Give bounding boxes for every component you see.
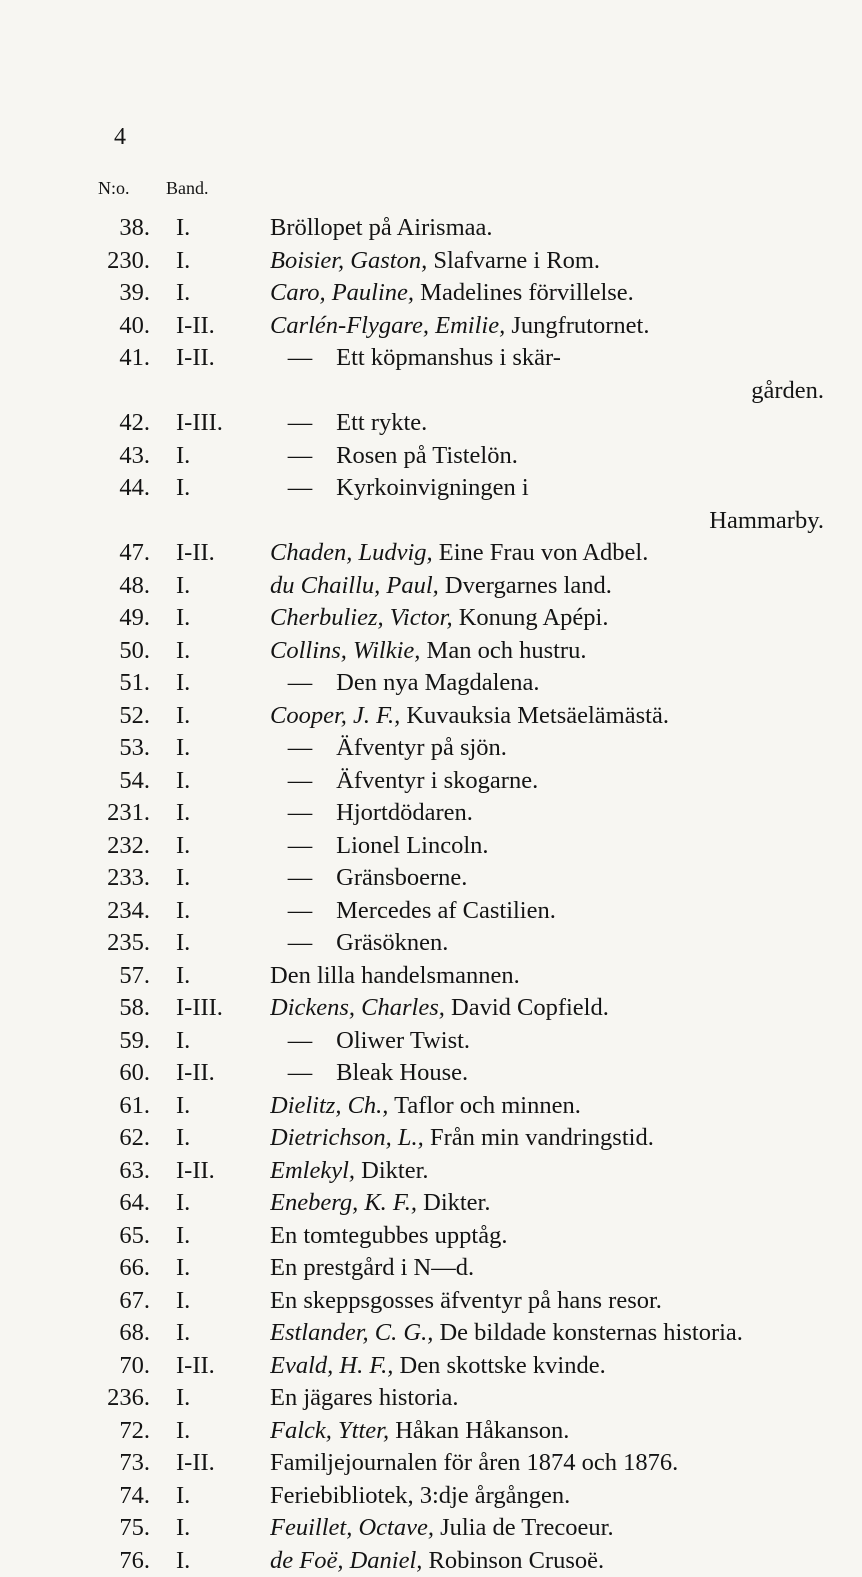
entry-text [270, 1512, 844, 1545]
entry-band: I. [176, 570, 262, 603]
entry-band: I. [176, 1382, 262, 1415]
catalog-entry [0, 1317, 862, 1350]
entry-text [270, 245, 844, 278]
entry-number: 236. [107, 1382, 150, 1415]
entry-title: Äfventyr i skogarne. [336, 767, 538, 794]
catalog-entry [0, 927, 862, 960]
catalog-entry [0, 1090, 862, 1123]
entry-number: 54. [119, 765, 150, 798]
entry-number: 47. [119, 537, 150, 570]
entry-title: Hammarby. [709, 507, 824, 534]
entry-number: 230. [107, 245, 150, 278]
entry-band: I. [176, 277, 262, 310]
catalog-entry [0, 667, 862, 700]
catalog-entry [0, 537, 862, 570]
catalog-entry [0, 1480, 862, 1513]
entry-number: 41. [119, 342, 150, 375]
entry-band: I. [176, 895, 262, 928]
entry-title: Dikter. [361, 1157, 428, 1184]
entry-band: I. [176, 1025, 262, 1058]
entry-number: 39. [119, 277, 150, 310]
catalog-entry [0, 277, 862, 310]
entry-text [270, 1187, 844, 1220]
entry-text [270, 505, 844, 538]
entry-title: Den lilla handelsmannen. [270, 962, 520, 989]
entry-text [270, 570, 844, 603]
entry-title: Gräsöknen. [336, 929, 448, 956]
ditto-dash: — [270, 797, 330, 830]
entry-number: 61. [119, 1090, 150, 1123]
catalog-entry [0, 212, 862, 245]
entry-number: 59. [119, 1025, 150, 1058]
entry-number: 232. [107, 830, 150, 863]
ditto-dash: — [270, 1057, 330, 1090]
catalog-entry [0, 1447, 862, 1480]
entry-band: I. [176, 1545, 262, 1577]
catalog-entry [0, 862, 862, 895]
column-header-band: Band. [166, 178, 209, 199]
entry-band: I. [176, 1512, 262, 1545]
entry-band: I. [176, 440, 262, 473]
entry-band: I. [176, 1090, 262, 1123]
entry-text [270, 342, 844, 375]
entry-number: 64. [119, 1187, 150, 1220]
catalog-entry [0, 1382, 862, 1415]
entry-title: Äfventyr på sjön. [336, 734, 507, 761]
entry-title: De bildade konsternas historia. [439, 1319, 742, 1346]
entry-title: gården. [751, 377, 824, 404]
catalog-entry [0, 407, 862, 440]
page-number: 4 [114, 124, 126, 151]
ditto-dash: — [270, 1025, 330, 1058]
catalog-entry [0, 1350, 862, 1383]
entry-text [270, 927, 844, 960]
entry-band: I. [176, 1252, 262, 1285]
ditto-dash: — [270, 472, 330, 505]
ditto-dash: — [270, 440, 330, 473]
entry-author: du Chaillu, Paul, [270, 572, 439, 599]
entry-band: I. [176, 732, 262, 765]
entry-number: 57. [119, 960, 150, 993]
entry-author: Dielitz, Ch., [270, 1092, 388, 1119]
entry-title: En jägares historia. [270, 1384, 458, 1411]
column-header-number: N:o. [98, 178, 130, 199]
catalog-entry [0, 375, 862, 408]
entry-text [270, 992, 844, 1025]
ditto-dash: — [270, 830, 330, 863]
entry-band: I. [176, 927, 262, 960]
entry-number: 52. [119, 700, 150, 733]
catalog-entry [0, 1220, 862, 1253]
catalog-entry [0, 570, 862, 603]
entry-number: 233. [107, 862, 150, 895]
entry-number: 73. [119, 1447, 150, 1480]
entry-number: 60. [119, 1057, 150, 1090]
entry-text [270, 277, 844, 310]
catalog-entry [0, 1252, 862, 1285]
entry-author: Dickens, Charles, [270, 994, 445, 1021]
entry-title: Konung Apépi. [459, 604, 609, 631]
entry-title: Familjejournalen för åren 1874 och 1876. [270, 1449, 678, 1476]
entry-text [270, 440, 844, 473]
entry-band: I-III. [176, 992, 262, 1025]
entry-number: 72. [119, 1415, 150, 1448]
catalog-entry [0, 245, 862, 278]
entry-number: 50. [119, 635, 150, 668]
catalog-entry [0, 992, 862, 1025]
entry-number: 70. [119, 1350, 150, 1383]
catalog-entry [0, 635, 862, 668]
entry-number: 53. [119, 732, 150, 765]
entry-text [270, 667, 844, 700]
entry-band: I. [176, 862, 262, 895]
entry-title: Julia de Trecoeur. [440, 1514, 614, 1541]
catalog-entry [0, 1285, 862, 1318]
catalog-entry [0, 1057, 862, 1090]
catalog-entry [0, 472, 862, 505]
entry-title: Dikter. [423, 1189, 490, 1216]
catalog-entry [0, 440, 862, 473]
catalog-entry [0, 1025, 862, 1058]
entry-text [270, 1447, 844, 1480]
catalog-entry [0, 1545, 862, 1577]
entry-title: Slafvarne i Rom. [433, 247, 600, 274]
entry-number: 62. [119, 1122, 150, 1155]
entry-band: I. [176, 667, 262, 700]
entry-text [270, 700, 844, 733]
entry-title: Mercedes af Castilien. [336, 897, 556, 924]
entry-number: 43. [119, 440, 150, 473]
ditto-dash: — [270, 765, 330, 798]
ditto-dash: — [270, 862, 330, 895]
entry-number: 75. [119, 1512, 150, 1545]
entry-band: I. [176, 797, 262, 830]
ditto-dash: — [270, 667, 330, 700]
entry-author: Caro, Pauline, [270, 279, 414, 306]
entry-author: Falck, Ytter, [270, 1417, 389, 1444]
entry-band: I. [176, 602, 262, 635]
entry-text [270, 797, 844, 830]
entry-title: David Copfield. [451, 994, 609, 1021]
entry-text [270, 1057, 844, 1090]
catalog-entry [0, 732, 862, 765]
entry-number: 40. [119, 310, 150, 343]
entry-text [270, 1480, 844, 1513]
entry-title: Madelines förvillelse. [420, 279, 634, 306]
entry-text [270, 1285, 844, 1318]
entry-title: En tomtegubbes upptåg. [270, 1222, 507, 1249]
entry-band: I-II. [176, 310, 262, 343]
entry-title: Den nya Magdalena. [336, 669, 539, 696]
entry-title: Rosen på Tistelön. [336, 442, 518, 469]
entry-title: Robinson Crusoë. [429, 1547, 605, 1574]
entry-band: I. [176, 1415, 262, 1448]
entry-text [270, 1122, 844, 1155]
entry-author: Emlekyl, [270, 1157, 355, 1184]
entry-text [270, 375, 844, 408]
entry-title: Jungfrutornet. [511, 312, 649, 339]
entry-band: I. [176, 1187, 262, 1220]
entry-text [270, 635, 844, 668]
catalog-entry [0, 602, 862, 635]
entry-title: Ett köpmanshus i skär- [336, 344, 561, 371]
entry-text [270, 960, 844, 993]
entry-title: Eine Frau von Adbel. [439, 539, 649, 566]
entry-number: 42. [119, 407, 150, 440]
entry-number: 68. [119, 1317, 150, 1350]
entry-band: I. [176, 830, 262, 863]
entry-title: Ett rykte. [336, 409, 427, 436]
entry-text [270, 732, 844, 765]
entry-text [270, 1415, 844, 1448]
entry-author: Boisier, Gaston, [270, 247, 427, 274]
entry-title: Kyrkoinvigningen i [336, 474, 529, 501]
catalog-entry [0, 310, 862, 343]
entry-author: Dietrichson, L., [270, 1124, 424, 1151]
catalog-entry [0, 342, 862, 375]
entry-band: I. [176, 635, 262, 668]
entry-title: Lionel Lincoln. [336, 832, 488, 859]
entry-band: I. [176, 212, 262, 245]
catalog-entry [0, 1155, 862, 1188]
entry-text [270, 212, 844, 245]
catalog-entry [0, 1415, 862, 1448]
entry-number: 58. [119, 992, 150, 1025]
entry-text [270, 1090, 844, 1123]
entry-text [270, 1155, 844, 1188]
entry-text [270, 310, 844, 343]
entry-band: I-II. [176, 1155, 262, 1188]
entry-band: I. [176, 1317, 262, 1350]
entry-band: I. [176, 472, 262, 505]
entry-title: Bröllopet på Airismaa. [270, 214, 493, 241]
entry-author: Cherbuliez, Victor, [270, 604, 453, 631]
entry-title: Feriebibliotek, 3:dje årgången. [270, 1482, 570, 1509]
entry-band: I-II. [176, 537, 262, 570]
entry-band: I. [176, 1285, 262, 1318]
entry-text [270, 1252, 844, 1285]
entry-text [270, 895, 844, 928]
entry-title: Gränsboerne. [336, 864, 467, 891]
entry-title: En skeppsgosses äfventyr på hans resor. [270, 1287, 662, 1314]
entry-title: Håkan Håkanson. [395, 1417, 569, 1444]
catalog-entry [0, 700, 862, 733]
catalog-entry [0, 830, 862, 863]
entry-number: 38. [119, 212, 150, 245]
entry-author: Cooper, J. F., [270, 702, 400, 729]
ditto-dash: — [270, 732, 330, 765]
entry-title: Den skottske kvinde. [400, 1352, 606, 1379]
catalog-entry [0, 797, 862, 830]
entry-title: Hjortdödaren. [336, 799, 473, 826]
entry-author: Eneberg, K. F., [270, 1189, 417, 1216]
entry-number: 231. [107, 797, 150, 830]
entry-band: I. [176, 960, 262, 993]
catalog-entry [0, 1122, 862, 1155]
entry-title: Oliwer Twist. [336, 1027, 470, 1054]
entry-title: Bleak House. [336, 1059, 468, 1086]
entry-author: de Foë, Daniel, [270, 1547, 422, 1574]
entry-number: 49. [119, 602, 150, 635]
entry-author: Estlander, C. G., [270, 1319, 433, 1346]
entry-text [270, 1545, 844, 1577]
entry-number: 235. [107, 927, 150, 960]
entry-title: Man och hustru. [427, 637, 587, 664]
entry-band: I. [176, 1480, 262, 1513]
entry-text [270, 862, 844, 895]
entry-author: Carlén-Flygare, Emilie, [270, 312, 505, 339]
entry-title: Från min vandringstid. [430, 1124, 654, 1151]
entry-number: 74. [119, 1480, 150, 1513]
entry-band: I. [176, 700, 262, 733]
entry-author: Collins, Wilkie, [270, 637, 420, 664]
entry-band: I. [176, 245, 262, 278]
entry-band: I. [176, 765, 262, 798]
entry-text [270, 472, 844, 505]
ditto-dash: — [270, 895, 330, 928]
entry-author: Feuillet, Octave, [270, 1514, 434, 1541]
ditto-dash: — [270, 927, 330, 960]
entry-number: 65. [119, 1220, 150, 1253]
entry-number: 48. [119, 570, 150, 603]
catalog-entry [0, 1512, 862, 1545]
entry-number: 76. [119, 1545, 150, 1577]
entry-band: I-II. [176, 1447, 262, 1480]
entry-number: 67. [119, 1285, 150, 1318]
entry-band: I-III. [176, 407, 262, 440]
entry-number: 66. [119, 1252, 150, 1285]
entry-text [270, 830, 844, 863]
entry-author: Evald, H. F., [270, 1352, 393, 1379]
entry-text [270, 1317, 844, 1350]
entry-band: I. [176, 1122, 262, 1155]
entry-text [270, 1025, 844, 1058]
catalog-entry [0, 895, 862, 928]
entry-title: Kuvauksia Metsäelämästä. [406, 702, 669, 729]
ditto-dash: — [270, 342, 330, 375]
entry-title: En prestgård i N—d. [270, 1254, 474, 1281]
entry-author: Chaden, Ludvig, [270, 539, 433, 566]
catalog-entry [0, 1187, 862, 1220]
entry-title: Taflor och minnen. [394, 1092, 581, 1119]
entry-text [270, 1350, 844, 1383]
entry-text [270, 1220, 844, 1253]
entry-number: 234. [107, 895, 150, 928]
ditto-dash: — [270, 407, 330, 440]
catalog-entry [0, 505, 862, 538]
entry-band: I-II. [176, 342, 262, 375]
entry-text [270, 602, 844, 635]
catalog-entry [0, 765, 862, 798]
entry-number: 51. [119, 667, 150, 700]
entry-text [270, 765, 844, 798]
entry-number: 63. [119, 1155, 150, 1188]
catalog-entries [0, 212, 862, 1577]
entry-band: I-II. [176, 1057, 262, 1090]
entry-text [270, 407, 844, 440]
entry-band: I-II. [176, 1350, 262, 1383]
entry-band: I. [176, 1220, 262, 1253]
entry-text [270, 1382, 844, 1415]
entry-number: 44. [119, 472, 150, 505]
entry-text [270, 537, 844, 570]
entry-title: Dvergarnes land. [445, 572, 612, 599]
catalog-entry [0, 960, 862, 993]
